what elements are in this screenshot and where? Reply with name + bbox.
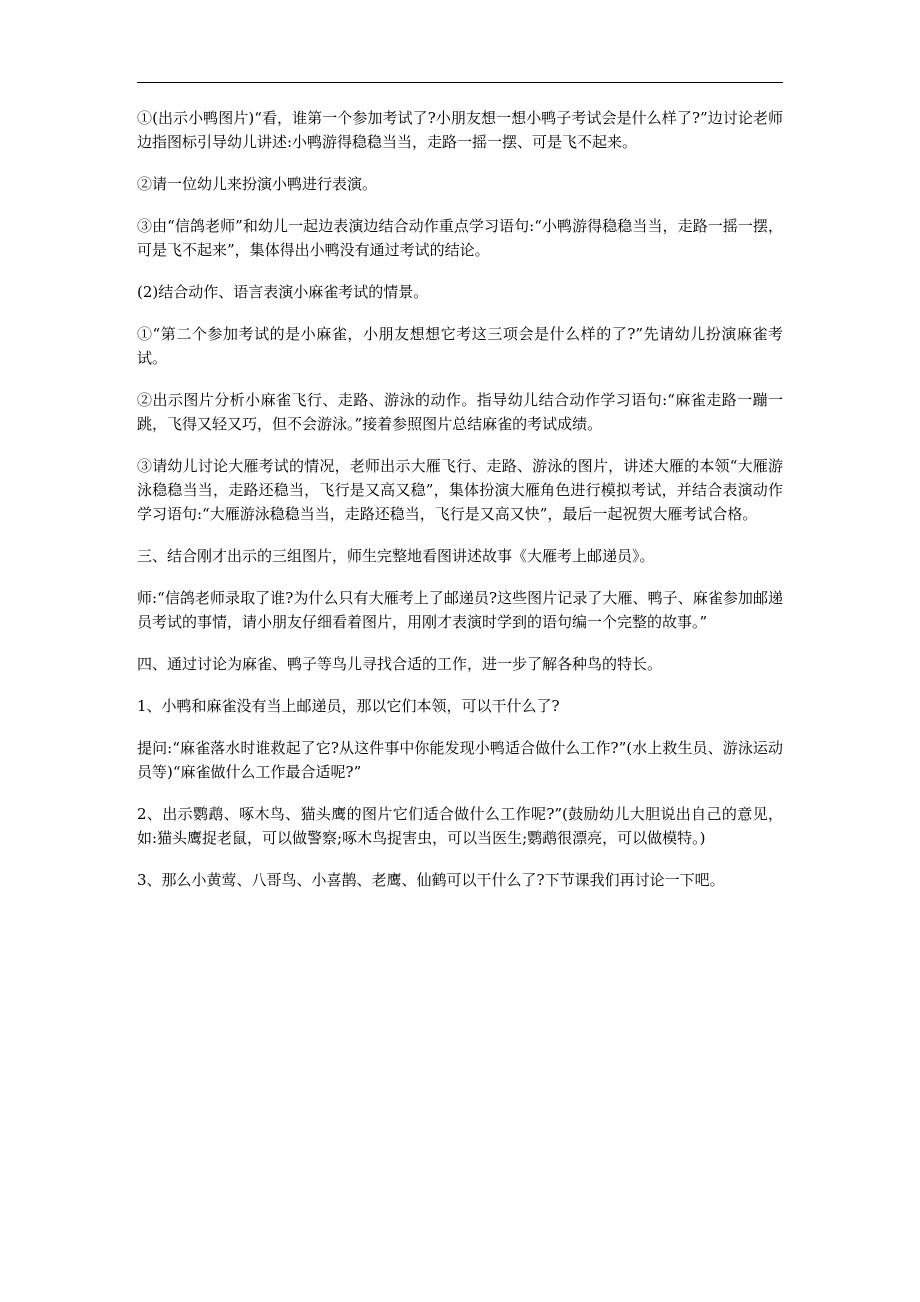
paragraph-duck-sentence: ③由“信鸽老师”和幼儿一起边表演边结合动作重点学习语句:“小鸭游得稳稳当当，走路一摇一摆，可是飞不起来”，集体得出小鸭没有通过考试的结论。	[137, 217, 783, 259]
paragraph-duck-picture: ①(出示小鸭图片)“看，谁第一个参加考试了?小朋友想一想小鸭子考试会是什么样了?”边讨论老师边指图标引导幼儿讲述:小鸭游得稳稳当当，走路一摇一摆、可是飞不起来。	[137, 109, 783, 151]
paragraph-section-three: 三、结合刚才出示的三组图片，师生完整地看图讲述故事《大雁考上邮递员》。	[137, 547, 655, 565]
paragraph-question: 提问:“麻雀落水时谁救起了它?从这件事中你能发现小鸭适合做什么工作?”(水上救生员、游泳运动员等)“麻雀做什么工作最合适呢?”	[137, 739, 783, 781]
paragraph-item-two: 2、出示鹦鹉、啄木鸟、猫头鹰的图片它们适合做什么工作呢?”(鼓励幼儿大胆说出自己的意见，如:猫头鹰捉老鼠，可以做警察;啄木鸟捉害虫，可以当医生;鹦鹉很漂亮，可以做模特。)	[137, 805, 783, 847]
header-rule	[137, 82, 783, 83]
paragraph-goose-exam: ③请幼儿讨论大雁考试的情况，老师出示大雁飞行、走路、游泳的图片，讲述大雁的本领“大雁游泳稳稳当当，走路还稳当，飞行是又高又稳”，集体扮演大雁角色进行模拟考试，并结合表演动作学习语句:“大雁游泳稳稳当当，走路还稳当，飞行是又高又快”，最后一起祝贺大雁考试合格。	[137, 457, 783, 523]
paragraph-sparrow-analysis: ②出示图片分析小麻雀飞行、走路、游泳的动作。指导幼儿结合动作学习语句:“麻雀走路一蹦一跳，飞得又轻又巧，但不会游泳。”接着参照图片总结麻雀的考试成绩。	[137, 391, 783, 433]
paragraph-section-four: 四、通过讨论为麻雀、鸭子等鸟儿寻找合适的工作，进一步了解各种鸟的特长。	[137, 655, 663, 673]
document-body	[137, 106, 783, 910]
paragraph-sparrow-question: ①“第二个参加考试的是小麻雀，小朋友想想它考这三项会是什么样的了?”先请幼儿扮演麻雀考试。	[137, 325, 783, 367]
paragraph-item-one: 1、小鸭和麻雀没有当上邮递员，那以它们本领，可以干什么了?	[137, 697, 560, 715]
paragraph-sparrow-heading: (2)结合动作、语言表演小麻雀考试的情景。	[137, 283, 429, 301]
paragraph-duck-act: ②请一位幼儿来扮演小鸭进行表演。	[137, 175, 378, 193]
paragraph-teacher-question: 师:“信鸽老师录取了谁?为什么只有大雁考上了邮递员?这些图片记录了大雁、鸭子、麻雀参加邮递员考试的事情，请小朋友仔细看着图片，用刚才表演时学到的语句编一个完整的故事。”	[137, 589, 783, 631]
paragraph-item-three: 3、那么小黄莺、八哥鸟、小喜鹊、老鹰、仙鹤可以干什么了?下节课我们再讨论一下吧。	[137, 871, 725, 889]
